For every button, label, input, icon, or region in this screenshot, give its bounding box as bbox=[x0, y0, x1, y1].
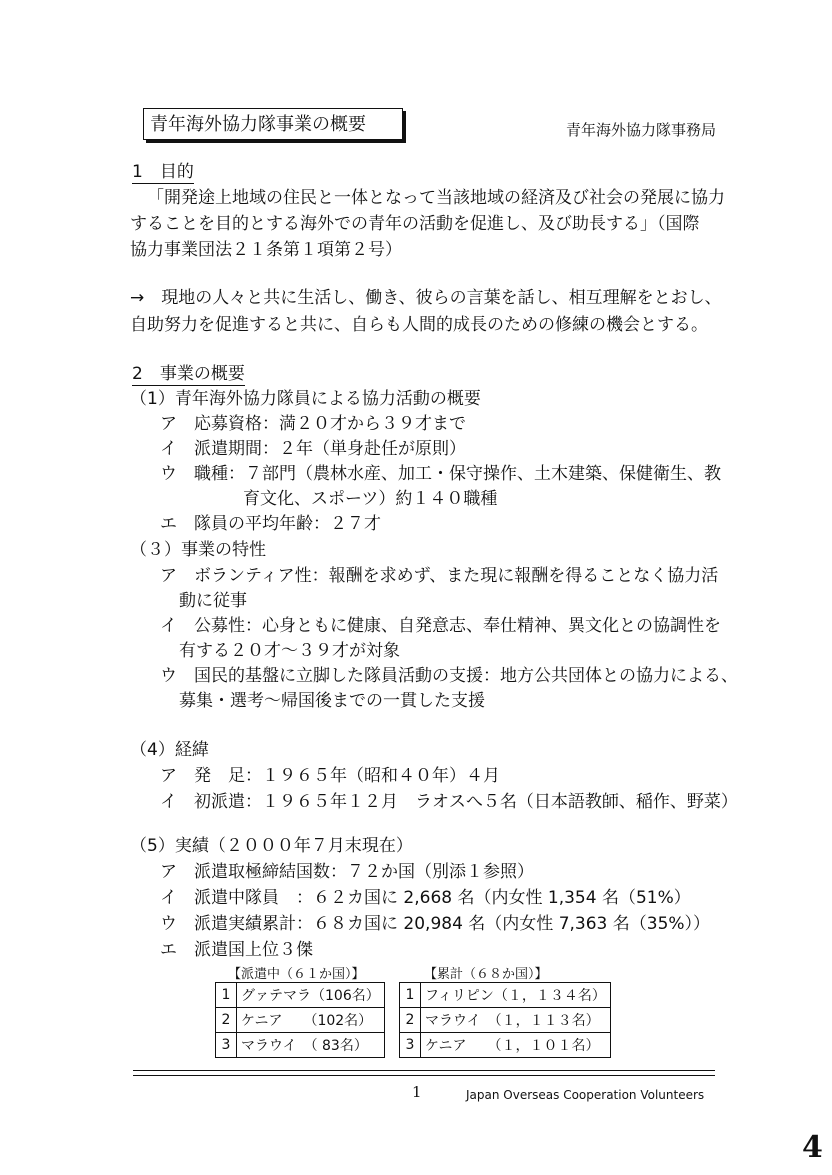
s1-item: イ 派遣期間：２年（単身赴任が原則） bbox=[160, 439, 466, 459]
country-cell: ケニア （102名） bbox=[237, 1008, 385, 1033]
s4-item: イ 初派遣：１９６５年１２月 ラオスへ５名（日本語教師、稲作、野菜） bbox=[160, 792, 738, 812]
s3-line: 動に従事 bbox=[179, 591, 247, 611]
purpose-heading-text: 1 目的 bbox=[132, 162, 194, 182]
s3-line: 募集・選考～帰国後までの一貫した支援 bbox=[179, 691, 485, 711]
table-row bbox=[216, 1008, 385, 1033]
country-cell: フィリピン（１，１３４名） bbox=[421, 983, 611, 1008]
country-cell: マラウイ （１，１１３名） bbox=[421, 1008, 611, 1033]
s1-heading: （1）青年海外協力隊員による協力活動の概要 bbox=[130, 389, 481, 409]
s1-item: エ 隊員の平均年齢：２７才 bbox=[160, 514, 381, 534]
purpose-heading bbox=[132, 160, 194, 184]
s5-item: ア 派遣取極締結国数：７２か国（別添１参照） bbox=[160, 862, 534, 882]
rank-cell: 3 bbox=[400, 1033, 421, 1058]
document-title: 青年海外協力隊事業の概要 bbox=[143, 108, 403, 140]
current-top3-table bbox=[215, 982, 385, 1058]
s3-line: ウ 国民的基盤に立脚した隊員活動の支援：地方公共団体との協力による、 bbox=[160, 666, 738, 686]
office-name: 青年海外協力隊事務局 bbox=[566, 121, 717, 139]
overview-heading-text: 2 事業の概要 bbox=[132, 364, 245, 384]
s5-item: ウ 派遣実績累計：６８カ国に 20,984 名（内女性 7,363 名（35%）） bbox=[160, 914, 711, 934]
s4-heading: （4）経緯 bbox=[130, 740, 209, 760]
table-row bbox=[400, 1008, 611, 1033]
rank-cell: 2 bbox=[216, 1008, 237, 1033]
cumulative-table-caption: 【累計（６８か国）】 bbox=[424, 967, 548, 982]
country-cell: グァテマラ（106名） bbox=[237, 983, 385, 1008]
rank-cell: 3 bbox=[216, 1033, 237, 1058]
s3-line: 有する２０才～３９才が対象 bbox=[179, 641, 400, 661]
table-row bbox=[400, 1033, 611, 1058]
s5-heading: （5）実績（２０００年７月末現在） bbox=[130, 836, 413, 856]
purpose-line: することを目的とする海外での青年の活動を促進し、及び助長する」（国際 bbox=[130, 214, 700, 234]
country-cell: ケニア （１，１０１名） bbox=[421, 1033, 611, 1058]
purpose-arrow-line: → 現地の人々と共に生活し、働き、彼らの言葉を話し、相互理解をとおし、 bbox=[130, 288, 722, 308]
rank-cell: 1 bbox=[400, 983, 421, 1008]
purpose-arrow-line: 自助努力を促進すると共に、自らも人間的成長のための修練の機会とする。 bbox=[130, 315, 708, 335]
table-row bbox=[400, 983, 611, 1008]
table-row bbox=[216, 983, 385, 1008]
s3-line: イ 公募性：心身ともに健康、自発意志、奉仕精神、異文化との協調性を bbox=[160, 616, 721, 636]
s5-item: イ 派遣中隊員 ：６２カ国に 2,668 名（内女性 1,354 名（51%） bbox=[160, 888, 691, 908]
s5-item: エ 派遣国上位３傑 bbox=[160, 940, 313, 960]
footer-rule bbox=[133, 1075, 715, 1076]
overview-heading bbox=[132, 362, 245, 386]
s1-item: ア 応募資格：満２０才から３９才まで bbox=[160, 414, 466, 434]
current-table-caption: 【派遣中（６１か国）】 bbox=[228, 967, 365, 982]
country-cell: マラウイ （ 83名） bbox=[237, 1033, 385, 1058]
s3-heading: （３）事業の特性 bbox=[130, 540, 266, 560]
s1-item: 育文化、スポーツ）約１４０職種 bbox=[243, 489, 498, 509]
s3-line: ア ボランティア性：報酬を求めず、また現に報酬を得ることなく協力活 bbox=[160, 566, 719, 586]
s1-item: ウ 職種：７部門（農林水産、加工・保守操作、土木建築、保健衛生、教 bbox=[160, 464, 721, 484]
corner-page-number: 4 bbox=[802, 1130, 823, 1165]
footer-org: Japan Overseas Cooperation Volunteers bbox=[466, 1088, 705, 1102]
footer-rule bbox=[133, 1070, 715, 1071]
purpose-line: 「開発途上地域の住民と一体となって当該地域の経済及び社会の発展に協力 bbox=[147, 188, 725, 208]
page-number: 1 bbox=[412, 1083, 422, 1101]
rank-cell: 2 bbox=[400, 1008, 421, 1033]
rank-cell: 1 bbox=[216, 983, 237, 1008]
s4-item: ア 発 足：１９６５年（昭和４０年）４月 bbox=[160, 766, 500, 786]
table-row bbox=[216, 1033, 385, 1058]
cumulative-top3-table bbox=[399, 982, 611, 1058]
purpose-line: 協力事業団法２１条第１項第２号） bbox=[130, 240, 402, 260]
